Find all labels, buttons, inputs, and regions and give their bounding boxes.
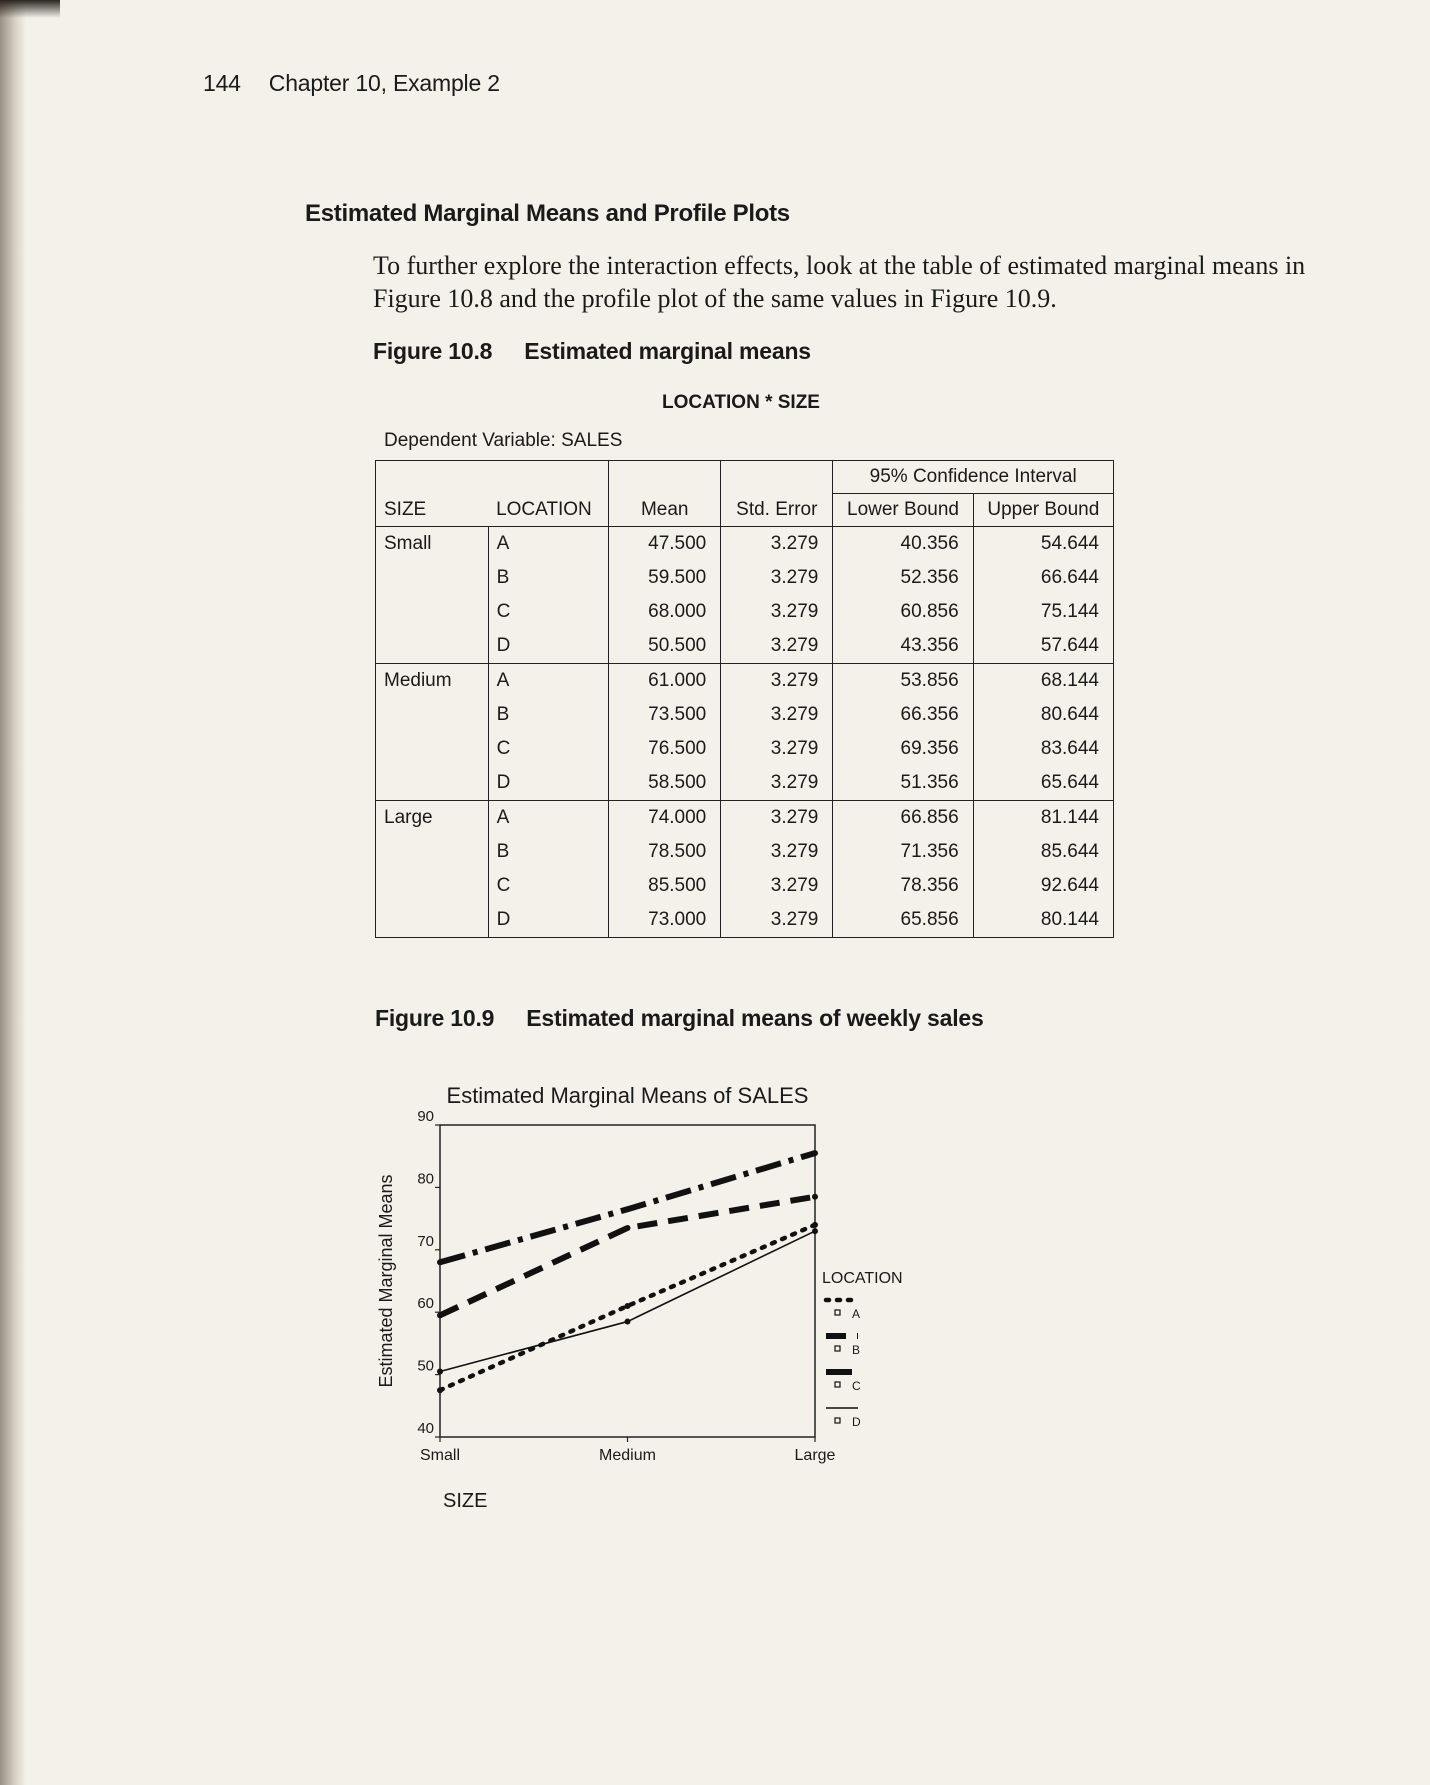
- se-cell: 3.279: [721, 664, 833, 699]
- table-row: [376, 664, 1114, 699]
- mean-cell: 73.500: [609, 698, 721, 732]
- dependent-variable-label: Dependent Variable: SALES: [384, 430, 623, 451]
- figure-10-9-caption: [375, 1005, 984, 1032]
- profile-plot: [370, 1075, 930, 1535]
- se-cell: 3.279: [721, 561, 833, 595]
- size-cell: Large: [376, 801, 489, 938]
- data-point-b: [812, 1194, 818, 1200]
- y-axis-label: Estimated Marginal Means: [376, 1174, 396, 1388]
- location-cell: D: [488, 629, 609, 664]
- column-header: LOCATION: [488, 494, 609, 527]
- se-cell: 3.279: [721, 629, 833, 664]
- legend-marker-d: [835, 1418, 840, 1423]
- page-corner-shadow: [0, 0, 60, 18]
- mean-cell: 76.500: [609, 732, 721, 766]
- upper-bound-cell: 81.144: [973, 801, 1113, 836]
- figure-number: Figure 10.9: [375, 1005, 495, 1031]
- upper-bound-cell: 75.144: [973, 595, 1113, 629]
- section-heading: Estimated Marginal Means and Profile Plots: [305, 200, 790, 227]
- y-tick-label: 40: [417, 1420, 434, 1437]
- running-header: [203, 70, 500, 97]
- upper-bound-cell: 80.144: [973, 903, 1113, 938]
- upper-bound-cell: 80.644: [973, 698, 1113, 732]
- header-blank: [721, 461, 833, 494]
- lower-bound-cell: 66.356: [833, 698, 973, 732]
- data-point-b: [437, 1312, 443, 1318]
- legend-label-b: B: [852, 1343, 861, 1357]
- location-cell: B: [488, 698, 609, 732]
- location-cell: A: [488, 527, 609, 562]
- figure-number: Figure 10.8: [373, 338, 493, 364]
- lower-bound-cell: 51.356: [833, 766, 973, 801]
- se-cell: 3.279: [721, 766, 833, 801]
- column-header: Std. Error: [721, 494, 833, 527]
- y-tick-label: 70: [417, 1232, 434, 1250]
- size-cell: Small: [376, 527, 489, 664]
- mean-cell: 50.500: [609, 629, 721, 664]
- location-cell: D: [488, 903, 609, 938]
- column-header: Lower Bound: [833, 494, 973, 527]
- mean-cell: 58.500: [609, 766, 721, 801]
- legend-marker-a: [835, 1310, 840, 1315]
- se-cell: 3.279: [721, 835, 833, 869]
- y-tick-label: 60: [417, 1295, 434, 1313]
- chapter-title: Chapter 10, Example 2: [268, 70, 500, 96]
- location-cell: B: [488, 835, 609, 869]
- upper-bound-cell: 92.644: [973, 869, 1113, 903]
- data-point-c: [625, 1206, 631, 1212]
- y-tick-label: 50: [417, 1357, 434, 1375]
- profile-plot-svg: [370, 1075, 930, 1535]
- lower-bound-cell: 69.356: [833, 732, 973, 766]
- lower-bound-cell: 78.356: [833, 869, 973, 903]
- data-point-b: [625, 1225, 631, 1231]
- upper-bound-cell: 68.144: [973, 664, 1113, 699]
- chart-title: Estimated Marginal Means of SALES: [446, 1083, 809, 1108]
- figure-caption-text: Estimated marginal means: [524, 338, 811, 364]
- lower-bound-cell: 60.856: [833, 595, 973, 629]
- body-paragraph: To further explore the interaction effects, look at the table of estimated marginal means in Figure 10.8 and the profile plot of the same values in Figure 10.9.: [373, 251, 1306, 313]
- table-header-row-2: [376, 494, 1114, 527]
- data-point-d: [437, 1368, 443, 1374]
- lower-bound-cell: 65.856: [833, 903, 973, 938]
- mean-cell: 74.000: [609, 801, 721, 836]
- header-blank: [609, 461, 721, 494]
- lower-bound-cell: 43.356: [833, 629, 973, 664]
- mean-cell: 73.000: [609, 903, 721, 938]
- se-cell: 3.279: [721, 732, 833, 766]
- se-cell: 3.279: [721, 595, 833, 629]
- lower-bound-cell: 40.356: [833, 527, 973, 562]
- mean-cell: 85.500: [609, 869, 721, 903]
- series-line-b: [440, 1197, 815, 1316]
- mean-cell: 59.500: [609, 561, 721, 595]
- se-cell: 3.279: [721, 527, 833, 562]
- data-point-c: [437, 1259, 443, 1265]
- se-cell: 3.279: [721, 801, 833, 836]
- upper-bound-cell: 85.644: [973, 835, 1113, 869]
- upper-bound-cell: 66.644: [973, 561, 1113, 595]
- table-header-row-1: [376, 461, 1114, 494]
- location-cell: C: [488, 595, 609, 629]
- data-point-c: [812, 1150, 818, 1156]
- se-cell: 3.279: [721, 698, 833, 732]
- x-axis-label: SIZE: [443, 1490, 488, 1512]
- location-cell: A: [488, 801, 609, 836]
- upper-bound-cell: 57.644: [973, 629, 1113, 664]
- lower-bound-cell: 66.856: [833, 801, 973, 836]
- marginal-means-table: [375, 460, 1114, 938]
- header-blank: [376, 461, 489, 494]
- size-cell: Medium: [376, 664, 489, 801]
- se-cell: 3.279: [721, 869, 833, 903]
- upper-bound-cell: 65.644: [973, 766, 1113, 801]
- data-point-a: [812, 1222, 818, 1228]
- location-cell: D: [488, 766, 609, 801]
- column-header: SIZE: [376, 494, 489, 527]
- lower-bound-cell: 71.356: [833, 835, 973, 869]
- legend-marker-c: [835, 1382, 840, 1387]
- x-tick-label: Small: [419, 1447, 461, 1464]
- x-tick-label: Medium: [599, 1447, 656, 1464]
- location-cell: C: [488, 869, 609, 903]
- column-header: Mean: [609, 494, 721, 527]
- data-point-d: [625, 1319, 631, 1325]
- legend-label-a: A: [852, 1307, 861, 1321]
- table-row: [376, 527, 1114, 562]
- location-cell: B: [488, 561, 609, 595]
- data-point-d: [812, 1228, 818, 1234]
- mean-cell: 78.500: [609, 835, 721, 869]
- location-cell: A: [488, 664, 609, 699]
- mean-cell: 47.500: [609, 527, 721, 562]
- legend-title: LOCATION: [822, 1270, 903, 1287]
- table-title: LOCATION * SIZE: [662, 392, 820, 413]
- lower-bound-cell: 52.356: [833, 561, 973, 595]
- series-line-d: [440, 1231, 815, 1371]
- upper-bound-cell: 54.644: [973, 527, 1113, 562]
- ci-header: 95% Confidence Interval: [833, 461, 1114, 494]
- legend-marker-b: [835, 1346, 840, 1351]
- y-tick-label: 80: [417, 1170, 434, 1188]
- legend-label-d: D: [852, 1415, 861, 1429]
- y-tick-label: 90: [417, 1108, 434, 1125]
- column-header: Upper Bound: [973, 494, 1113, 527]
- se-cell: 3.279: [721, 903, 833, 938]
- table-row: [376, 801, 1114, 836]
- data-point-a: [625, 1303, 631, 1309]
- location-cell: C: [488, 732, 609, 766]
- figure-10-8-caption: [373, 338, 811, 365]
- lower-bound-cell: 53.856: [833, 664, 973, 699]
- data-point-a: [437, 1387, 443, 1393]
- header-blank: [488, 461, 609, 494]
- legend-label-c: C: [852, 1379, 861, 1393]
- x-tick-label: Large: [794, 1447, 836, 1464]
- mean-cell: 61.000: [609, 664, 721, 699]
- page-edge: [0, 0, 26, 1785]
- figure-caption-text: Estimated marginal means of weekly sales: [526, 1005, 984, 1031]
- upper-bound-cell: 83.644: [973, 732, 1113, 766]
- mean-cell: 68.000: [609, 595, 721, 629]
- page-number: 144: [203, 70, 241, 96]
